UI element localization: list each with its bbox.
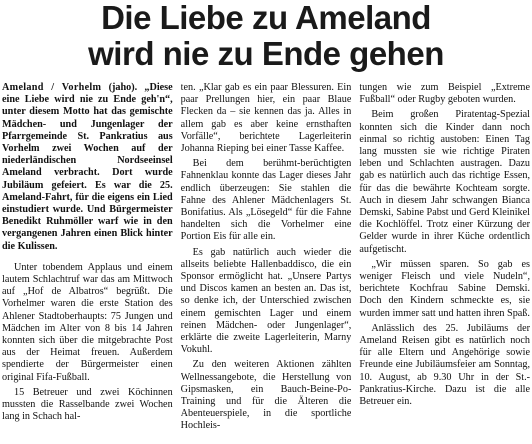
body-paragraph: Bei dem berühmt-berüchtigten Fahnenklau konnte das Lager dieses Jahr endlich überzeugen: Sie stahlen die Fahne des Ahlener Mädchenlagers St. Bonifatius. Als „Lösegeld“ für die Fahne handelten sich die Vorhelmer eine Portion Eis für alle ein.	[180, 158, 352, 243]
dateline: Ameland / Vorhelm	[2, 82, 102, 93]
lead-paragraph	[2, 82, 173, 253]
body-paragraph: ten. „Klar gab es ein paar Blessuren. Ein paar Prellungen hier, ein paar Blaue Flecken da – sie kennen das ja. Alles in allem gab es aber keine ernsthaften Vorfälle“, berichtete Lagerleiterin Johanna Rieping bei einer Tasse Kaffee.	[180, 82, 352, 155]
body-paragraph: Anlässlich des 25. Jubiläums der Ameland Reisen gibt es natürlich noch für alle Eltern und Angehörige sowie Freunde eine Jubiläumsfeier am Sonntag, 10. August, ab 9.30 Uhr in der St.-Pankratius-Kirche. Dazu ist die alle Betreuer ein.	[359, 322, 531, 408]
body-paragraph: Es gab natürlich auch wieder die allseits beliebte Hallenbaddisco, die ein Sponsor ermöglicht hat. „Unsere Partys und Discos kamen an besten an. Das ist, so denke ich, der Unterschied zwischen einem gemischten Lager und einem reinen Mädchen- oder Jungenlager“, erklärte die zweite Lagerleiterin, Marny Vokuhl.	[180, 246, 352, 356]
body-paragraph: Beim großen Piratentag-Spezial konnten sich die Kinder dann noch einmal so richtig austoben: Einen Tag lang mussten sie wie richtige Piraten leben und Schlachten austragen. Dazu gab es natürlich auch das richtige Essen, für das die bewährte Kochteam sorgte. Auch in diesem Jahr schwangen Bianca Demski, Sabine Pabst und Gerd Kleinikel die Kochlöffel. Trotz einer Kürzung der Gelder wurde in ihrer Küche ordentlich aufgetischt.	[359, 109, 531, 255]
column-2	[181, 82, 352, 444]
body-paragraph: Unter tobendem Applaus und einem lautem Schlachtruf war das am Mittwoch auf „Hof de Albatros“ begrüßt. Die Vorhelmer waren die erste Station des Ahlener Stadtoberhaupts: 75 Jungen und Mädchen im Alter von 8 bis 14 Jahren konnten sich über die mitgebrachte Post aus der Heimat freuen. Außerdem spendierte der Bürgermeister einen original Fifa-Fußball.	[2, 261, 173, 383]
article-body	[2, 82, 530, 444]
article-headline	[0, 0, 532, 72]
body-paragraph: „Wir müssen sparen. So gab es weniger Fleisch und viele Nudeln“, berichtete Kochfrau Sabine Demski. Doch den Kindern schmeckte es, sie wurden immer satt und hatten ihren Spaß.	[359, 258, 531, 319]
column-1	[2, 82, 173, 444]
column-3	[359, 82, 530, 444]
headline-line-2: wird nie zu Ende gehen	[88, 35, 444, 72]
body-paragraph: Zu den weiteren Aktionen zählten Wellnessangebote, die Herstellung von Gipsmasken, ein Bauch-Beine-Po-Training und für die Älteren die Abenteuerspiele, in die sportliche Hochleis-	[180, 359, 352, 432]
body-paragraph: 15 Betreuer und zwei Köchinnen mussten die Rasselbande zwei Wochen lang in Schach hal-	[2, 386, 173, 423]
lead-text: (jaho). „Diese eine Liebe wird nie zu Ende geh'n“, unter diesem Motto hat das gemischte Mädchen- und Jungenlager der Pfarrgemeinde St. Pankratius aus Vorhelm zwei Wochen auf der niederländischen Nordseeinsel Ameland verbracht. Dort wurde Jubiläum gefeiert. Es war die 25. Ameland-Fahrt, für die eigens ein Lied einstudiert wurde. Und Bürgermeister Benedikt Ruhmöller warf wie in den vergangenen Jahren einen Blick hinter die Kulissen.	[2, 82, 173, 252]
headline-line-1: Die Liebe zu Ameland	[101, 0, 431, 36]
body-paragraph: tungen wie zum Beispiel „Extreme Fußball“ oder Rugby geboten wurden.	[359, 82, 531, 106]
